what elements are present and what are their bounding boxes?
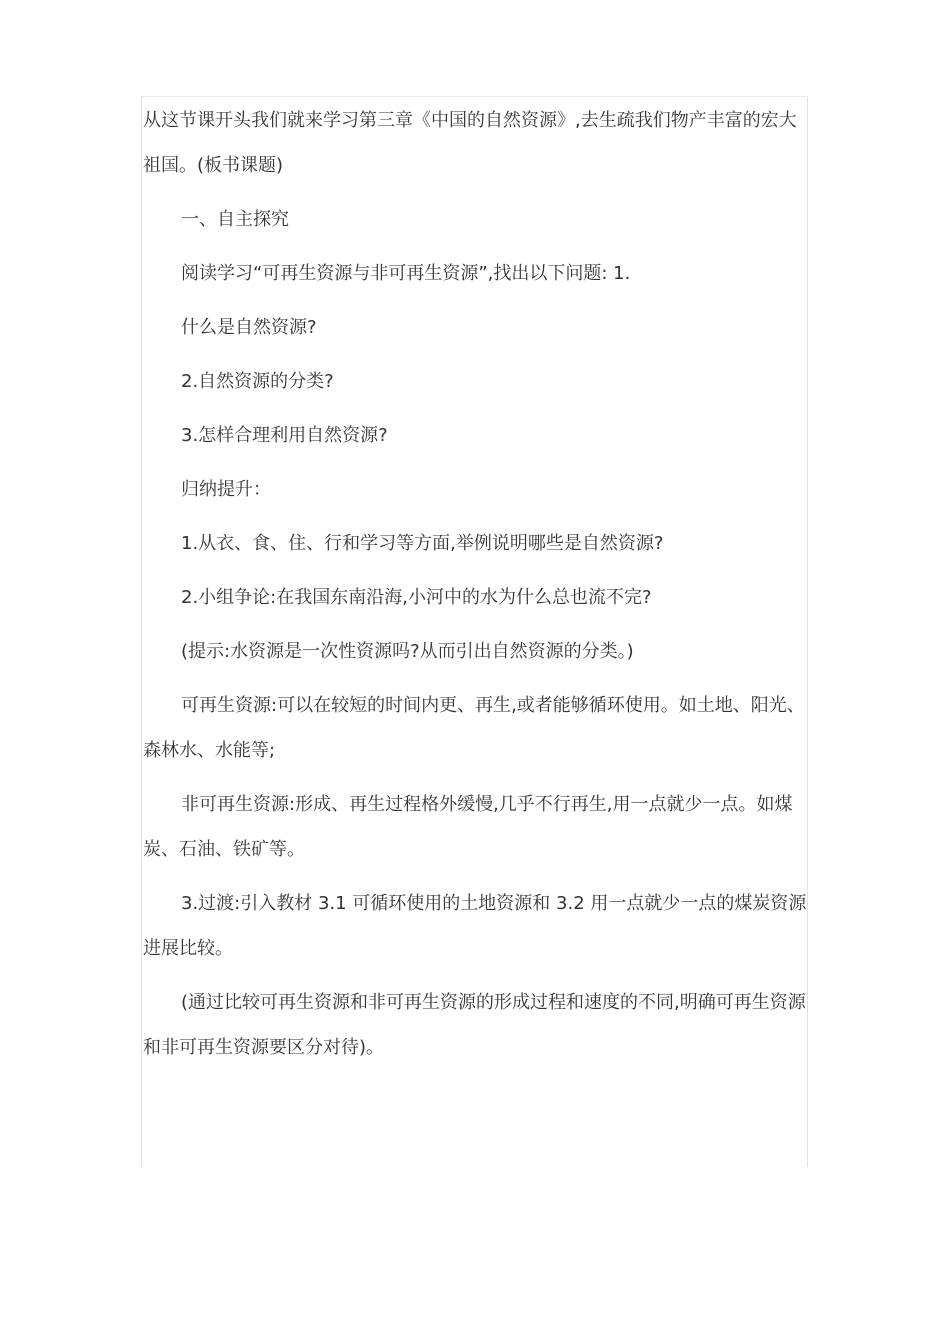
paragraph-comparison: (通过比较可再生资源和非可再生资源的形成过程和速度的不同,明确可再生资源和非可再生资源要区分对待)。 <box>143 992 806 1058</box>
paragraph-intro: 从这节课开头我们就来学习第三章《中国的自然资源》,去生疏我们物产丰富的宏大祖国。(板书课题) <box>143 110 797 176</box>
paragraph-summary-heading: 归纳提升： <box>181 479 271 500</box>
paragraph-summary-1: 1.从衣、食、住、行和学习等方面,举例说明哪些是自然资源? <box>181 533 664 554</box>
paragraph-section-heading: 一、自主探究 <box>181 209 289 230</box>
paragraph-question-3: 3.怎样合理利用自然资源? <box>181 425 388 446</box>
paragraph-hint: (提示:水资源是一次性资源吗?从而引出自然资源的分类。) <box>181 641 634 662</box>
paragraph-reading-task: 阅读学习“可再生资源与非可再生资源”,找出以下问题: 1. <box>181 263 631 284</box>
paragraph-nonrenewable: 非可再生资源:形成、再生过程格外缓慢,几乎不行再生,用一点就少一点。如煤炭、石油、铁矿等。 <box>143 794 793 860</box>
paragraph-renewable: 可再生资源:可以在较短的时间内更、再生,或者能够循环使用。如土地、阳光、森林水、水能等; <box>143 695 805 761</box>
paragraph-question-2: 2.自然资源的分类? <box>181 371 334 392</box>
document-body <box>143 98 807 1079</box>
paragraph-question-1: 什么是自然资源? <box>181 317 317 338</box>
paragraph-summary-2: 2.小组争论:在我国东南沿海,小河中的水为什么总也流不完? <box>181 587 652 608</box>
paragraph-transition: 3.过渡:引入教材 3.1 可循环使用的土地资源和 3.2 用一点就少一点的煤炭资源进展比较。 <box>143 893 807 959</box>
